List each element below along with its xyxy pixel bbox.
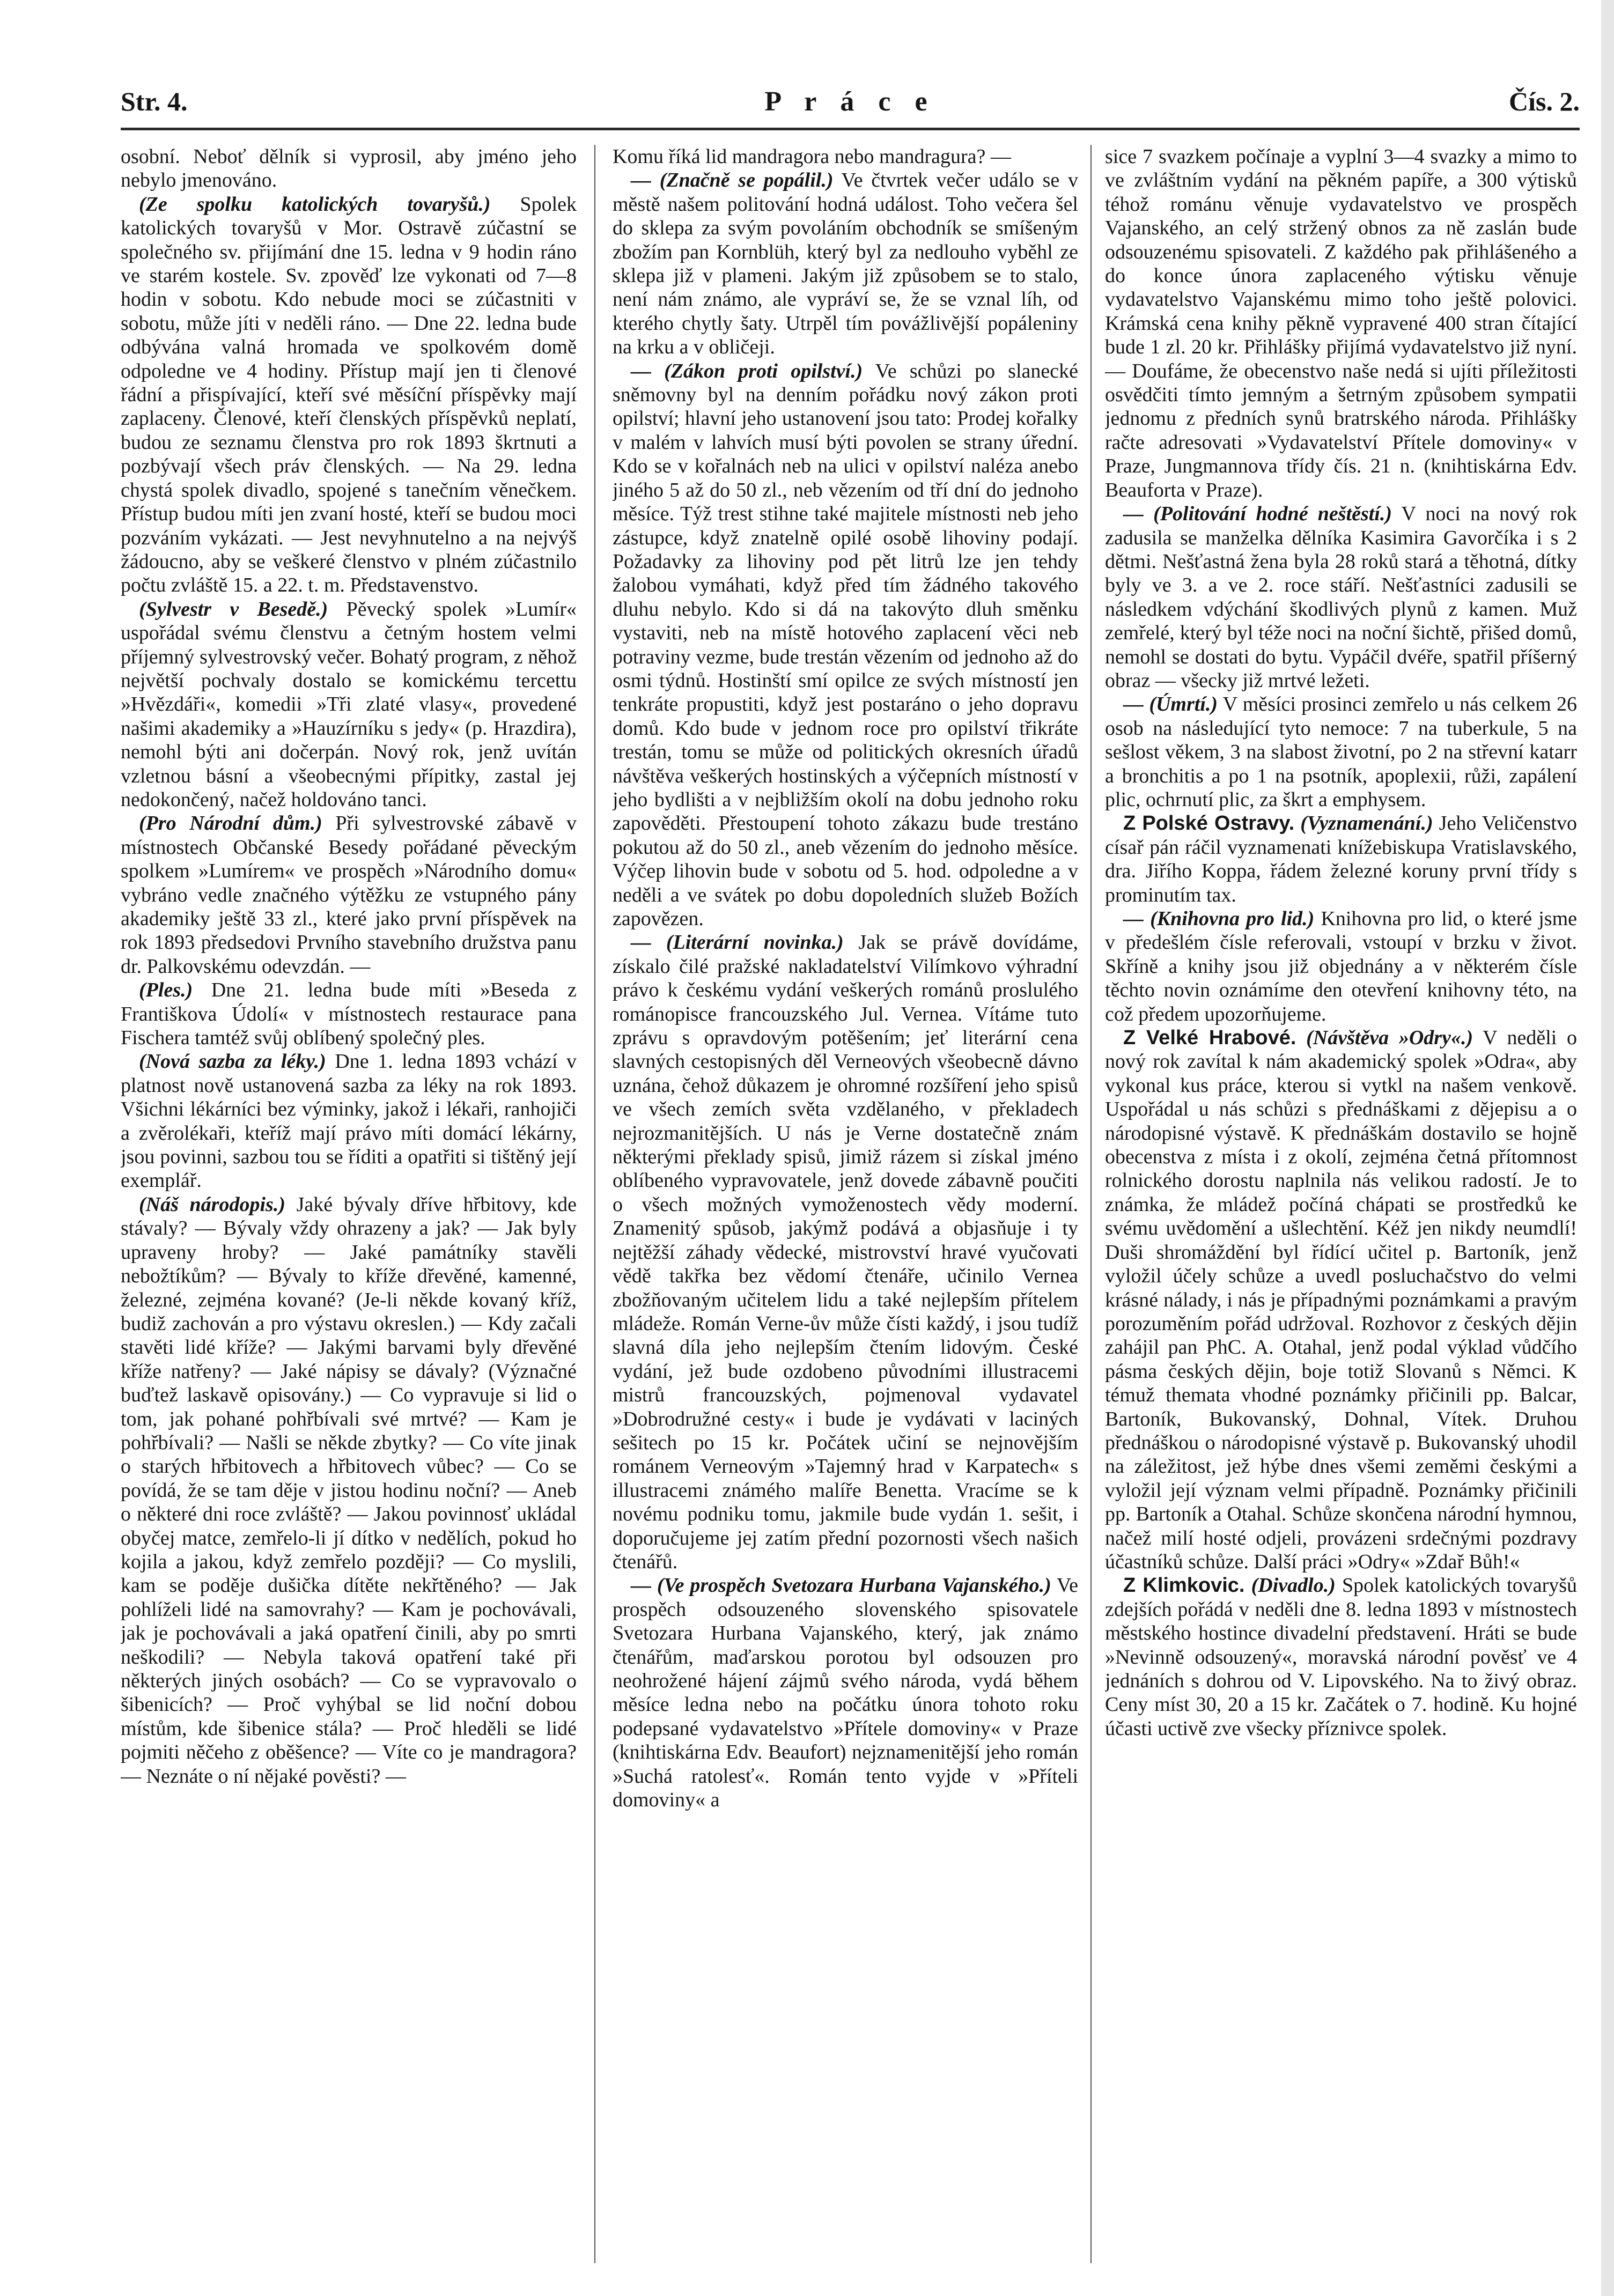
item-location: Z Velké Hrabové.	[1123, 1027, 1296, 1050]
item-heading: (Pro Národní dům.)	[139, 812, 322, 835]
news-item	[121, 193, 577, 597]
item-heading: (Vyznamenání.)	[1294, 812, 1433, 835]
news-item	[613, 1574, 1078, 1812]
item-heading: (Ze spolku katolických tovaryšů.)	[139, 193, 491, 216]
page-number: Str. 4.	[121, 86, 188, 116]
news-item	[121, 145, 577, 193]
next-page-edge	[1601, 0, 1614, 2296]
item-heading: — (Značně se popálil.)	[631, 169, 834, 192]
column-2	[613, 145, 1078, 2269]
item-text: Ve schůzi po slanecké sněmovny byl na denním pořádku nový zákon proti opilství; hlavní jeho ustanovení jsou tato: Prodej kořalky v malém v lahvích musí býti povolen se strany úřední. Kdo se v kořalnách neb na ulici v opilství naléza anebo jiného 5 až do 50 zl., neb vězením od tří dní do jednoho měsíce. Týž trest stihne také majitele místnosti neb jeho zástupce, když znatelně opilé osobě lihoviny podají. Požadavky za lihoviny pod pět litrů lze jen tehdy žalobou vymáhati, když před tím žádného takového dluhu nebylo. Kdo si dá na takovýto dluh směnku vystaviti, neb na místě hotového zaplacení věci neb potraviny vezme, bude trestán vězením od jednoho až do osmi týdnů. Hostinští smí opilce ze svých místností jen tenkráte propustiti, když jest postaráno o jeho dopravu domů. Kdo bude v jednom roce pro opilství třikráte trestán, tomu se může od politických okresních úřadů návštěva veškerých hostinských a výčepních místností v jeho bydlišti a v nejbližším okolí na dobu jednoho roku zapověděti. Přestoupení tohoto zákazu bude trestáno pokutou až do 50 zl., aneb vězením do jednoho měsíce. Výčep lihovin bude v sobotu od 5. hod. odpoledne a v neděli a ve svátek po dobu dopoledních služeb Božích zapovězen.	[613, 359, 1078, 930]
item-heading: (Nová sazba za léky.)	[139, 1050, 326, 1073]
item-text: Knihovna pro lid, o které jsme v předešlém čísle referovali, vstoupí v brzku v život. Skříně a knihy jsou již objednány a v některém čísle těchto novin oznámíme den otevření knihovny této, na což předem upozorňujeme.	[1105, 907, 1577, 1025]
item-text: Komu říká lid mandragora nebo mandragura? —	[613, 145, 1011, 168]
news-item	[1105, 1574, 1577, 1740]
column-divider-2	[1090, 145, 1092, 2263]
news-item	[613, 931, 1078, 1574]
column-1	[121, 145, 577, 2269]
news-item	[121, 811, 577, 978]
news-item	[1105, 907, 1577, 1026]
news-item	[121, 1050, 577, 1192]
item-heading: (Divadlo.)	[1244, 1574, 1336, 1597]
item-text: Jaké bývaly dříve hřbitovy, kde stávaly? — Bývaly vždy ohrazeny a jak? — Jak byly upraveny hroby? — Jaké památníky stavěli nebožtíkům? — Bývaly to kříže dřevěné, kamenné, železné, zejména kované? (Je-li někde kovaný kříž, budiž zachován a pro výstavu okreslen.) — Kdy začali stavěti lidé kříže? — Jakými barvami byly dřevěné kříže natřeny? — Jaké nápisy se dávaly? (Význačné buďtež laskavě opisovány.) — Co vypravuje si lid o tom, jak pohané pohřbívali své mrtvé? — Kam je pohřbívali? — Našli se někde zbytky? — Co víte jinak o starých hřbitovech a hřbitovech vůbec? — Co se povídá, že se tam děje v jistou hodinu noční? — Aneb o některé dni roce zvláště? — Jakou povinnosť ukládal obyčej matce, zemřelo-li jí dítko v nedělích, pokud ho kojila a jakou, když zemřelo později? — Co myslili, kam se poděje dušička dítěte nekřtěného? — Jak pohlíželi lidé na samovrahy? — Kam je pochovávali, jak je pochovávali a jaká opatření činili, aby po smrti neškodili? — Nebyla taková opatření také při některých jiných osobách? — Co se vypravovalo o šibenicích? — Proč vyhýbal se lid noční dobou místům, kde šibenice stála? — Proč hleděli se lidé pojmiti něčeho z oběšence? — Víte co je mandragora? — Neznáte o ní nějaké pověsti? —	[121, 1193, 577, 1788]
news-item	[613, 359, 1078, 931]
column-divider-1	[594, 145, 595, 2263]
column-3	[1105, 145, 1577, 2269]
item-heading: — (Zákon proti opilství.)	[631, 359, 863, 382]
newspaper-title: P r á c e	[764, 86, 936, 117]
item-text: V neděli o nový rok zavítal k nám akademický spolek »Odra«, aby vykonal kus práce, kterou si vytkl na našem venkově. Uspořádal u nás schůzi s přednáškami z dějepisu a o národopisné výstavě. K přednáškám dostavilo se hojně obecenstva z místa i z okolí, zejména četná přítomnost rolnického dorostu naplnila nás velikou radostí. Je to známka, že mládež počíná chápati se prostředků ke svému uvědomění a ušlechtění. Kéž jen nikdy neumdlí! Duši shromáždění byl řídící učitel p. Bartoník, jenž vyložil účely schůze a uvedl posluchačstvo do velmi krásné nálady, i nás je případnými poznámkami a pravým porozuměním pořád udržoval. Rozhovor z českých dějin zahájil pan PhC. A. Otahal, jenž podal výklad vůdčího pásma českých dějin, boje totiž Slovanů s Němci. K témuž themata vhodné poznámky přičinili pp. Balcar, Bartoník, Bukovanský, Dohnal, Vítek. Druhou přednáškou o národopisné výstavě p. Bukovanský uhodil na záležitost, jež hýbe dnes všemi zeměmi českými a vyložil její význam velmi případně. Poznámky přičinili pp. Bartoník a Otahal. Schůze skončena národní hymnou, načež milí hosté odjeli, provázeni srdečnými pozdravy účastníků schůze. Další práci »Odry« »Zdař Bůh!«	[1105, 1027, 1577, 1573]
news-item	[1105, 1026, 1577, 1574]
news-item	[121, 978, 577, 1050]
item-text: Jeho Veličenstvo císař pán ráčil vyznamenati knížebiskupa Vratislavského, dra. Jiřího Koppa, řádem železné koruny první třídy s prominutím tax.	[1105, 812, 1577, 906]
item-text: Ve čtvrtek večer událo se v městě našem politování hodná událost. Toho večera šel do sklepa za svým povoláním obchodník se smíšeným zbožím pan Kornblüh, který byl za nedlouho vyběhl ze sklepa již v plameni. Jakým již způsobem se to stalo, není nám známo, ale vypráví se, že se vznal líh, od kterého chytly šaty. Utrpěl tím povážlivější popáleniny na krku a v obličeji.	[613, 169, 1078, 359]
item-text: sice 7 svazkem počínaje a vyplní 3—4 svazky a mimo to ve zvláštním vydání na pěkném papíře, a 300 výtisků téhož románu věnuje vydavatelstvo ve prospěch Vajanského, an celý stržený obnos za ně zaslán bude odsouzenému spisovateli. Z každého pak přihlášeného a do konce února zaplaceného výtisku věnuje vydavatelstvo Vajanskému mimo toho ještě polovici. Krámská cena knihy pěkně vypravené 400 stran čítající bude 1 zl. 20 kr. Přihlášky přijímá vydavatelstvo již nyní. — Doufáme, že obecenstvo naše nedá si ujíti příležitosti osvědčiti tímto jemným a šetrným způsobem sympatii jednomu z předních synů bratrského národa. Přihlášky račte adresovati »Vydavatelství Přítele domoviny« v Praze, Jungmannova třídy čís. 21 n. (knihtiskárna Edv. Beauforta v Praze).	[1105, 145, 1577, 501]
item-heading: (Ples.)	[139, 979, 193, 1002]
page-header	[121, 86, 1580, 123]
item-location: Z Klimkovic.	[1123, 1574, 1245, 1597]
item-text: Spolek katolických tovaryšů v Mor. Ostravě zúčastní se společného sv. přijímání dne 15. ledna v 9 hodin ráno ve starém kostele. Sv. zpověď lze vykonati od 7—8 hodin v sobotu. Kdo nebude moci se zúčastniti v sobotu, může jíti v neděli ráno. — Dne 22. ledna bude odbývána valná hromada ve spolkovém domě odpoledne ve 4 hodiny. Přístup mají jen ti členové řádní a přispívající, kteří své měsíční příspěvky mají zaplaceny. Členové, kteří členských příspěvků neplatí, budou ze seznamu členstva pro rok 1893 škrtnuti a pozbývají všech práv členských. — Na 29. ledna chystá spolek divadlo, spojené s tanečním věnečkem. Přístup budou míti jen zvaní hosté, kteří se budou moci pozváním vykázati. — Jest nevyhnutelno a na nejvýš žádoucno, aby se veškeré členstvo v plném zúčastnilo počtu zvláště 15. a 22. t. m. Představenstvo.	[121, 193, 577, 597]
item-text: osobní. Neboť dělník si vyprosil, aby jméno jeho nebylo jmenováno.	[121, 145, 577, 192]
item-heading: (Návštěva »Odry«.)	[1296, 1027, 1473, 1050]
item-text: Spolek katolických tovaryšů zdejších pořádá v neděli dne 8. ledna 1893 v místnostech městského hostince divadelní představení. Hráti se bude »Nevinně odsouzený«, moravská národní pověsť ve 4 jednáních s dohrou od V. Lipovského. Na to živý obraz. Ceny míst 30, 20 a 15 kr. Začátek o 7. hodině. Ku hojné účasti uctivě zve všecky příznivce spolek.	[1105, 1574, 1577, 1740]
news-item	[613, 168, 1078, 359]
news-item	[1105, 811, 1577, 907]
item-text: Dne 21. ledna bude míti »Beseda z Františkova Údolí« v místnostech restaurace pana Fischera tamtéž svůj oblíbený společný ples.	[121, 979, 577, 1050]
news-item	[1105, 145, 1577, 502]
item-text: V noci na nový rok zadusila se manželka dělníka Kasimira Gavorčíka i s 2 dětmi. Nešťastná žena byla 28 roků stará a těhotná, dítky byly ve 3. a ve 2. roce stáří. Nešťastníci zadusili se následkem vdýchání škodlivých plynů z kamen. Muž zemřelé, který byl téže noci na noční šichtě, přišed domů, nemohl se dostati do bytu. Vypáčil dvéře, spatřil příšerný obraz — všecky již mrtvé ležeti.	[1105, 503, 1577, 692]
news-item	[121, 1193, 577, 1788]
news-item	[613, 145, 1078, 168]
item-heading: — (Literární novinka.)	[631, 931, 844, 954]
item-text: V měsíci prosinci zemřelo u nás celkem 26 osob na následující tyto nemoce: 7 na tuberkule, 5 na sešlost věkem, 3 na slabost životní, po 2 na střevní katarr a bronchitis a po 1 na psotník, apoplexii, růži, zapálení plic, ochrnutí plic, za škrt a emphysem.	[1105, 693, 1577, 811]
issue-number: Čís. 2.	[1509, 86, 1580, 116]
item-heading: — (Ve prospěch Svetozara Hurbana Vajanského.)	[631, 1574, 1051, 1597]
item-location: Z Polské Ostravy.	[1123, 812, 1295, 835]
header-rule	[121, 128, 1580, 130]
item-text: Dne 1. ledna 1893 vchází v platnost nově ustanovená sazba za léky na rok 1893. Všichni lékárníci bez výminky, jakož i lékaři, ranhojiči a zvěrolékaři, kteříž mají právo míti domácí lékárny, jsou povinni, sazbou tou se říditi a opatřiti si tištěný její exemplář.	[121, 1050, 577, 1192]
news-item	[1105, 692, 1577, 811]
news-item	[121, 597, 577, 812]
item-heading: — (Úmrtí.)	[1123, 693, 1218, 716]
item-text: Při sylvestrovské zábavě v místnostech Občanské Besedy pořádané pěveckým spolkem »Lumírem« ve prospěch »Národního domu« vybráno vedle značného výtěžku ze vstupného pány akademiky ještě 33 zl., které jako první příspěvek na rok 1893 předsedovi Prvního stavebního družstva panu dr. Palkovskému odevzdán. —	[121, 812, 577, 978]
news-item	[1105, 502, 1577, 692]
item-heading: — (Knihovna pro lid.)	[1123, 907, 1315, 930]
item-heading: (Náš národopis.)	[139, 1193, 285, 1216]
item-text: Ve prospěch odsouzeného slovenského spisovatele Svetozara Hurbana Vajanského, který, jak známo čtenářům, maďarskou porotou byl odsouzen pro neohrožené hájení zájmů svého národa, vydá během měsíce ledna nebo na počátku února tohoto roku podepsané vydavatelstvo »Přítele domoviny« v Praze (knihtiskárna Edv. Beaufort) nejznamenitější jeho román »Suchá ratolesť«. Román tento vyjde v »Příteli domoviny« a	[613, 1574, 1078, 1812]
item-text: Jak se právě dovídáme, získalo čilé pražské nakladatelství Vilímkovo výhradní právo k českému vydání veškerých románů proslulého románopisce francouzského Jul. Vernea. Vítáme tuto zprávu s opravdovým potěšením; jeť literární cena slavných cestopisných děl Verneových všeobecně dávno uznána, čehož důkazem je ohromné rozšíření jeho spisů ve všech zemích světa vzdělaného, v překladech nejrozmanitějších. U nás je Verne dostatečně znám některými překlady spisů, jimiž rázem si získal jméno oblíbeného vypravovatele, jenž dovede zábavně poučiti o všech možných vymoženostech vědy moderní. Znamenitý spůsob, jakýmž podává a objasňuje i ty nejtěžší záhady vědecké, mistrovství hravé vyučovati vědě takřka bez vědomí čtenáře, učinilo Vernea zbožňovaným učitelem lidu a také nejlepším přítelem mládeže. Román Verne-ův může čísti každý, i jsou tudíž slavná díla jeho nejlepším čtením lidovým. České vydání, jež bude ozdobeno původními illustracemi mistrů francouzských, pojmenoval vydavatel »Dobrodružné cesty« i bude je vydávati v laciných sešitech po 15 kr. Počátek učiní se nejnovějším románem Verneovým »Tajemný hrad v Karpatech« s illustracemi známého malíře Benetta. Vracíme se k novému podniku tomu, jakmile bude vydán 1. sešit, i doporučujeme jej zatím přední pozornosti všech našich čtenářů.	[613, 931, 1078, 1573]
item-heading: — (Politování hodné neštěstí.)	[1123, 503, 1392, 526]
item-text: Pěvecký spolek »Lumír« uspořádal svému členstvu a četným hostem velmi příjemný sylvestrovský večer. Bohatý program, z něhož největší pochvaly dostalo se komickému tercettu »Hvězdáři«, komedii »Tři zlaté vlasy«, provedené našimi akademiky a »Hauzírníku s jedy« (p. Hrazdira), nemohl býti ani dočerpán. Nový rok, jenž uvítán vzletnou básní a všeobecnými přípitky, zastal jej nedokončený, načež holdováno tanci.	[121, 597, 577, 811]
item-heading: (Sylvestr v Besedě.)	[139, 597, 328, 621]
